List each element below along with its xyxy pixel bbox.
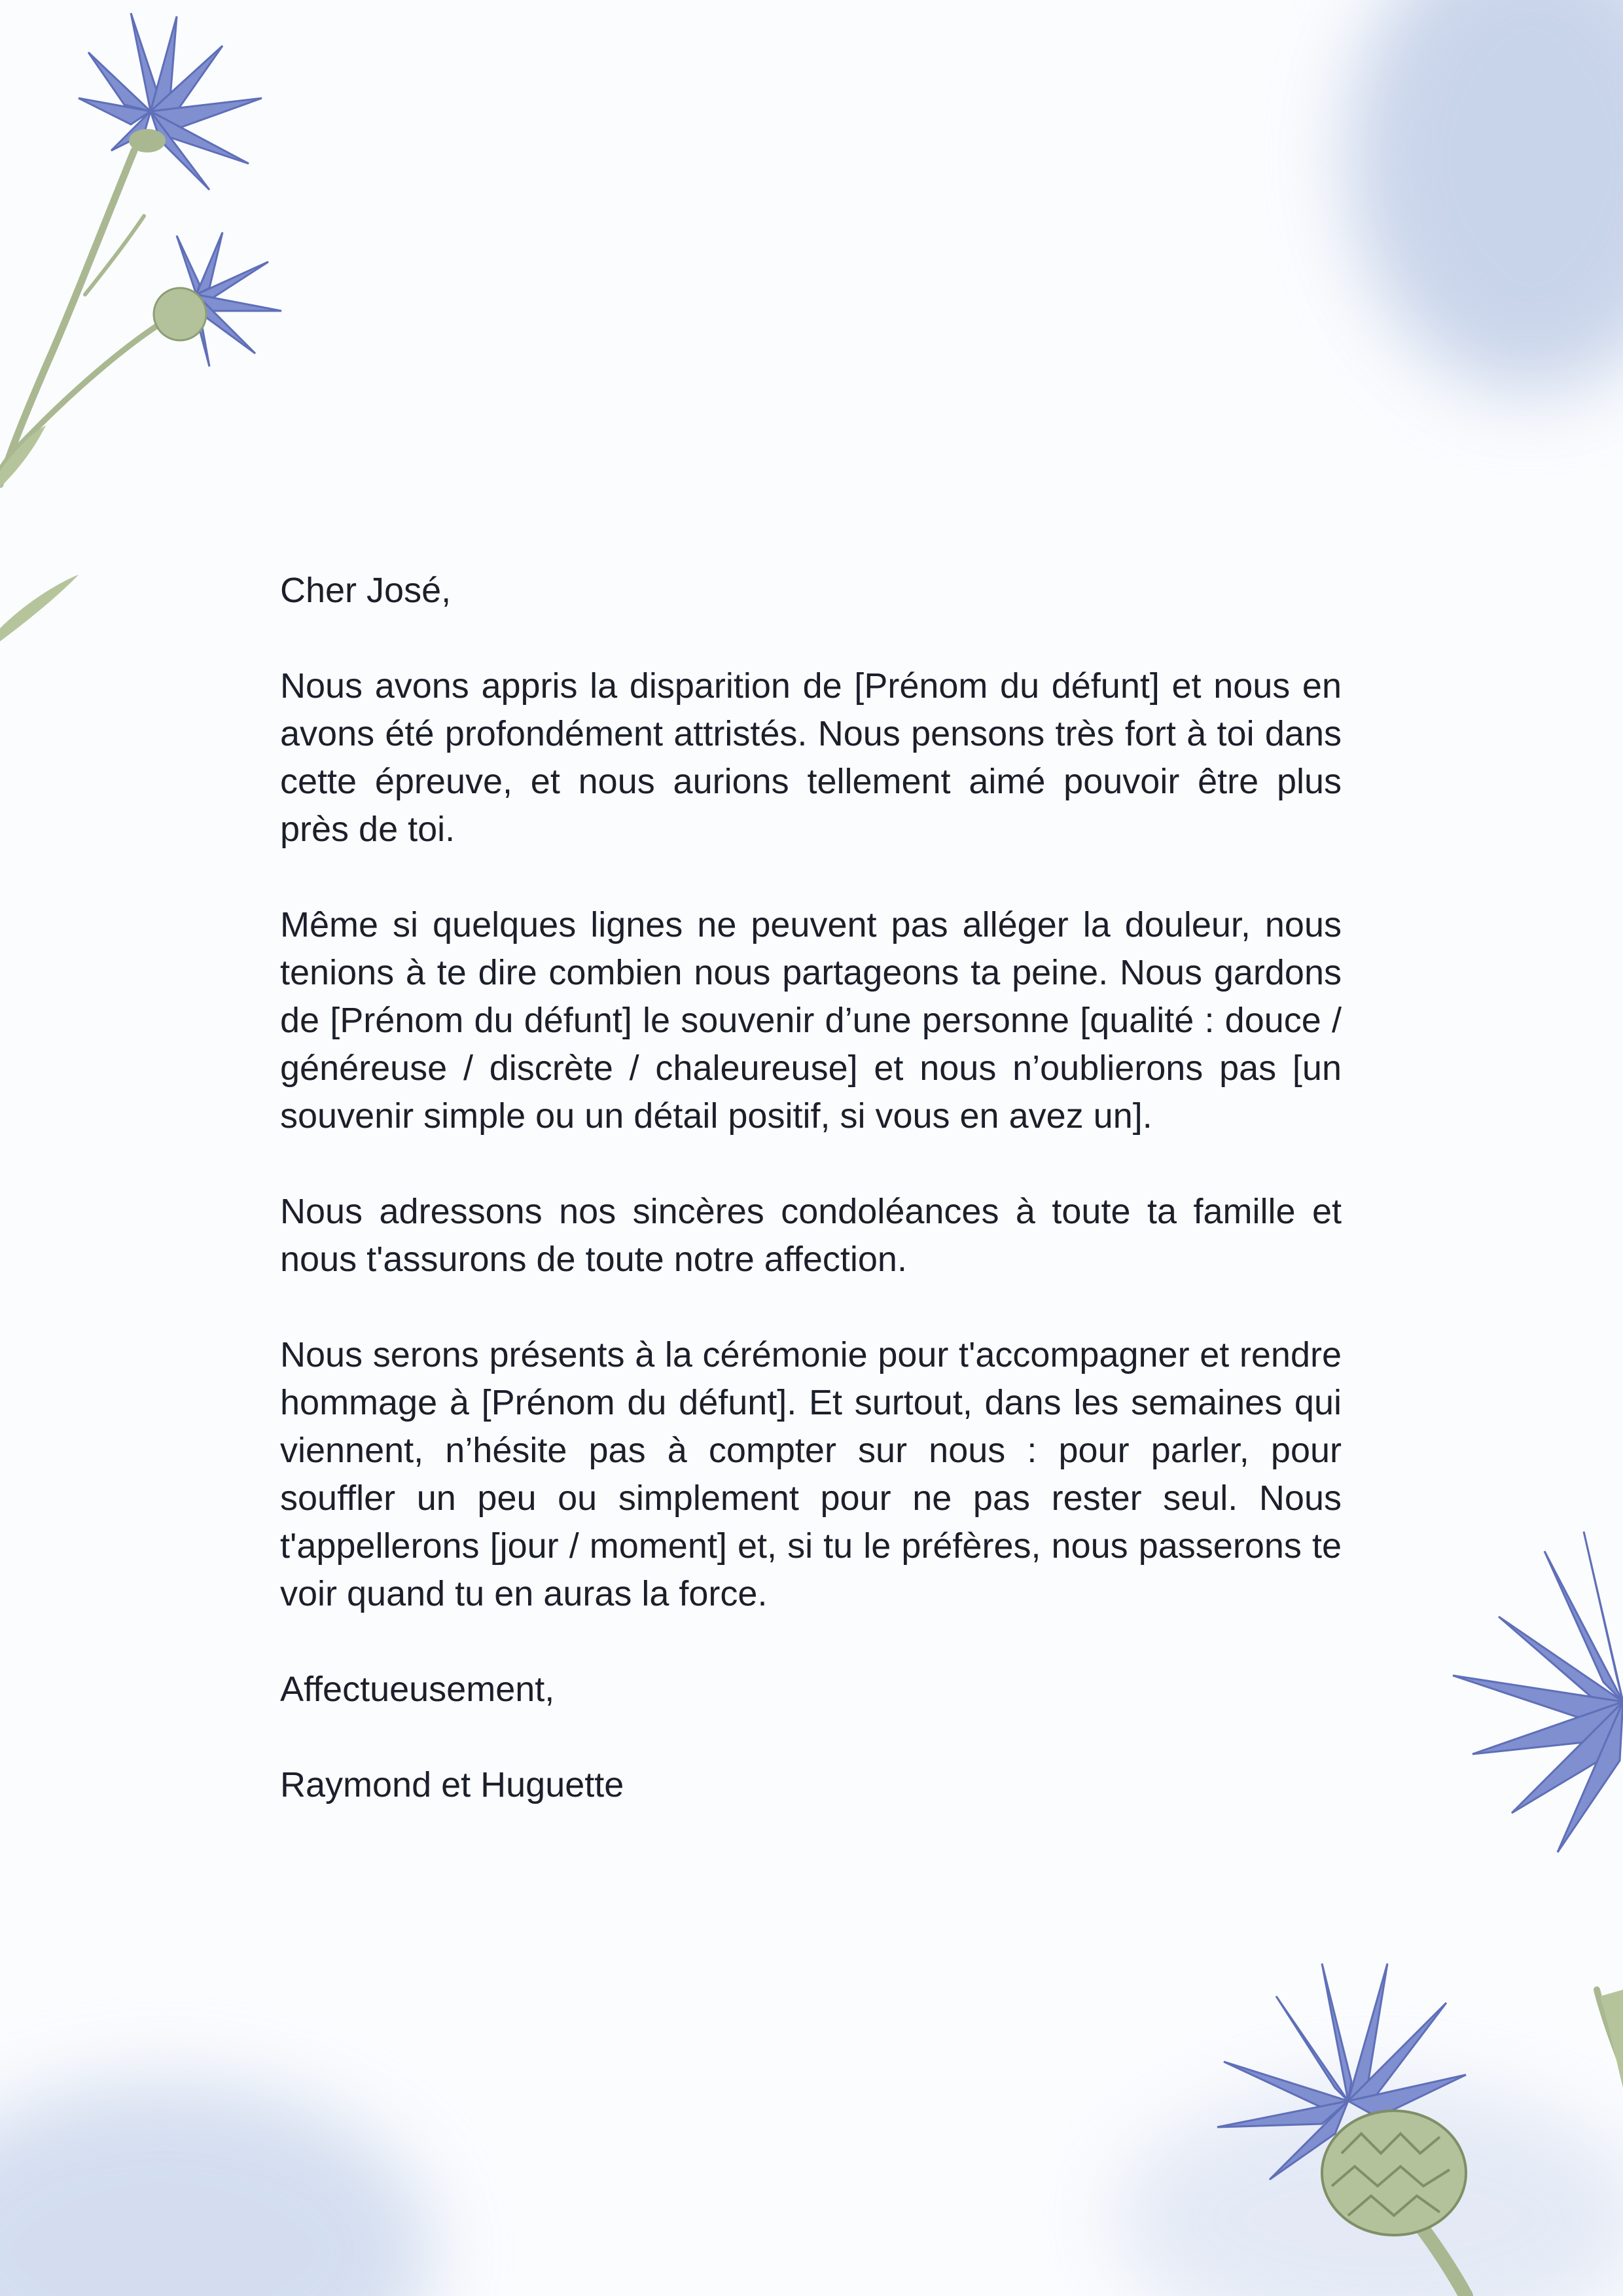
- stem-icon: [0, 151, 175, 484]
- closing: Affectueusement,: [280, 1670, 555, 1709]
- letter-body: [280, 567, 1342, 1809]
- cornflower-icon: [79, 13, 262, 190]
- cornflower-icon: [154, 232, 281, 367]
- cornflower-icon: [1453, 1532, 1623, 1852]
- salutation: Cher José,: [280, 571, 452, 610]
- leaf-icon: [0, 425, 79, 641]
- leaf-icon: [1600, 1990, 1623, 2088]
- flower-bud-icon: [1322, 2111, 1466, 2235]
- paragraph-1: Nous avons appris la disparition de [Prénom du défunt] et nous en avons été profondément attristés. Nous pensons très fort à toi dans cette épreuve, et nous aurions tellement aimé pouvoir être plus près de toi.: [280, 666, 1342, 849]
- paragraph-2: Même si quelques lignes ne peuvent pas alléger la douleur, nous tenions à te dire combien nous partageons ta peine. Nous gardons de [Prénom du défunt] le souvenir d’une personne [qualité : douce / généreuse / discrète / chaleureuse] et nous n’oublierons pas [un souvenir simple ou un détail positif, si vous en avez un].: [280, 905, 1342, 1136]
- paragraph-4: Nous serons présents à la cérémonie pour t'accompagner et rendre hommage à [Prénom du défunt]. Et surtout, dans les semaines qui viennent, n’hésite pas à compter sur nous : pour parler, pour souffler un peu ou simplement pour ne pas rester seul. Nous t'appellerons [jour / moment] et, si tu le préfères, nous passerons te voir quand tu en auras la force.: [280, 1335, 1342, 1613]
- signature: Raymond et Huguette: [280, 1765, 624, 1804]
- paragraph-3: Nous adressons nos sincères condoléances à toute ta famille et nous t'assurons de toute notre affection.: [280, 1192, 1342, 1279]
